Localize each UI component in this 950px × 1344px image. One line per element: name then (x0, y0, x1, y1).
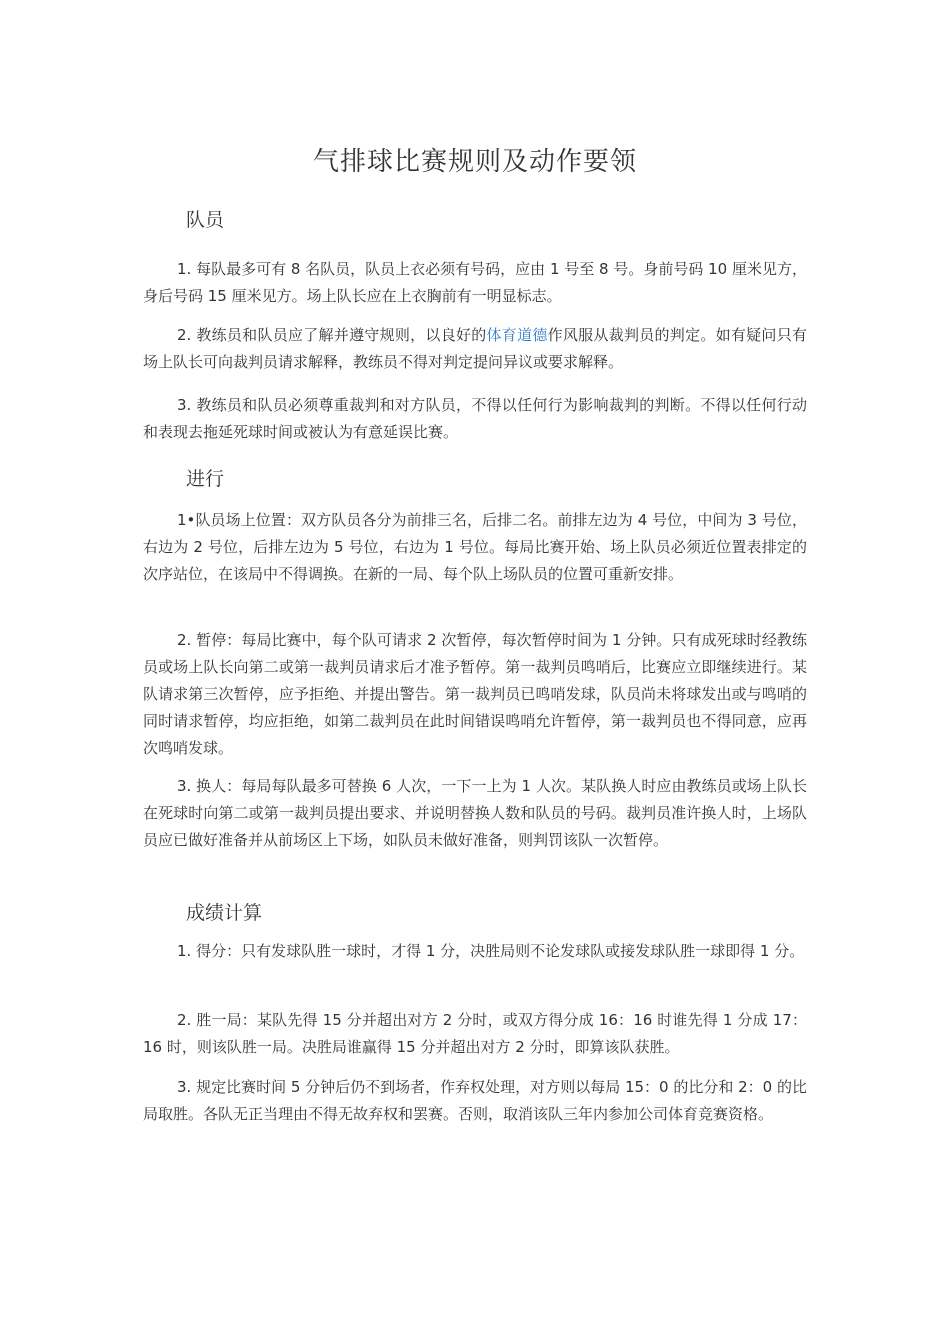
section-heading-players: 队员 (186, 209, 225, 231)
sports-ethics-link[interactable]: 体育道德 (486, 326, 548, 344)
paragraph: 2. 暂停：每局比赛中，每个队可请求 2 次暂停，每次暂停时间为 1 分钟。只有成死球时经教练员或场上队长向第二或第一裁判员请求后才准予暂停。第一裁判员鸣哨后，比赛应立即继续进行。某队请求第三次暂停，应予拒绝、并提出警告。第一裁判员已鸣哨发球，队员尚未将球发出或与鸣哨的同时请求暂停，均应拒绝，如第二裁判员在此时间错误鸣哨允许暂停，第一裁判员也不得同意，应再次鸣哨发球。 (143, 631, 807, 757)
paragraph (143, 322, 807, 376)
section-heading-procedure: 进行 (186, 468, 225, 490)
paragraph: 2. 胜一局：某队先得 15 分并超出对方 2 分时，或双方得分成 16：16 时谁先得 1 分成 17：16 时，则该队胜一局。决胜局谁赢得 15 分并超出对方 2 分时，即算该队获胜。 (143, 1011, 807, 1056)
paragraph: 3. 换人：每局每队最多可替换 6 人次，一下一上为 1 人次。某队换人时应由教练员或场上队长在死球时向第二或第一裁判员提出要求、并说明替换人数和队员的号码。裁判员准许换人时，上场队员应已做好准备并从前场区上下场，如队员未做好准备，则判罚该队一次暂停。 (143, 777, 807, 849)
paragraph-text: 作风服从裁判员的判定。如有疑问只有场上队长可向裁判员请求解释，教练员不得对判定提问异议或要求解释。 (143, 326, 807, 371)
paragraph: 1. 得分：只有发球队胜一球时，才得 1 分，决胜局则不论发球队或接发球队胜一球即得 1 分。 (177, 942, 805, 960)
paragraph: 1•队员场上位置：双方队员各分为前排三名，后排二名。前排左边为 4 号位，中间为 3 号位，右边为 2 号位，后排左边为 5 号位，右边为 1 号位。每局比赛开始、场上队员必须近位置表排定的次序站位，在该局中不得调换。在新的一局、每个队上场队员的位置可重新安排。 (143, 511, 807, 583)
section-heading-scoring: 成绩计算 (186, 902, 263, 924)
document-title: 气排球比赛规则及动作要领 (312, 147, 637, 177)
paragraph: 1. 每队最多可有 8 名队员，队员上衣必须有号码，应由 1 号至 8 号。身前号码 10 厘米见方，身后号码 15 厘米见方。场上队长应在上衣胸前有一明显标志。 (143, 260, 807, 305)
paragraph-text: 2. 教练员和队员应了解并遵守规则，以良好的 (177, 326, 487, 344)
paragraph: 3. 规定比赛时间 5 分钟后仍不到场者，作弃权处理，对方则以每局 15：0 的比分和 2：0 的比局取胜。各队无正当理由不得无故弃权和罢赛。否则，取消该队三年内参加公司体育竞赛资格。 (143, 1078, 807, 1123)
paragraph: 3. 教练员和队员必须尊重裁判和对方队员，不得以任何行为影响裁判的判断。不得以任何行动和表现去拖延死球时间或被认为有意延误比赛。 (143, 396, 807, 441)
